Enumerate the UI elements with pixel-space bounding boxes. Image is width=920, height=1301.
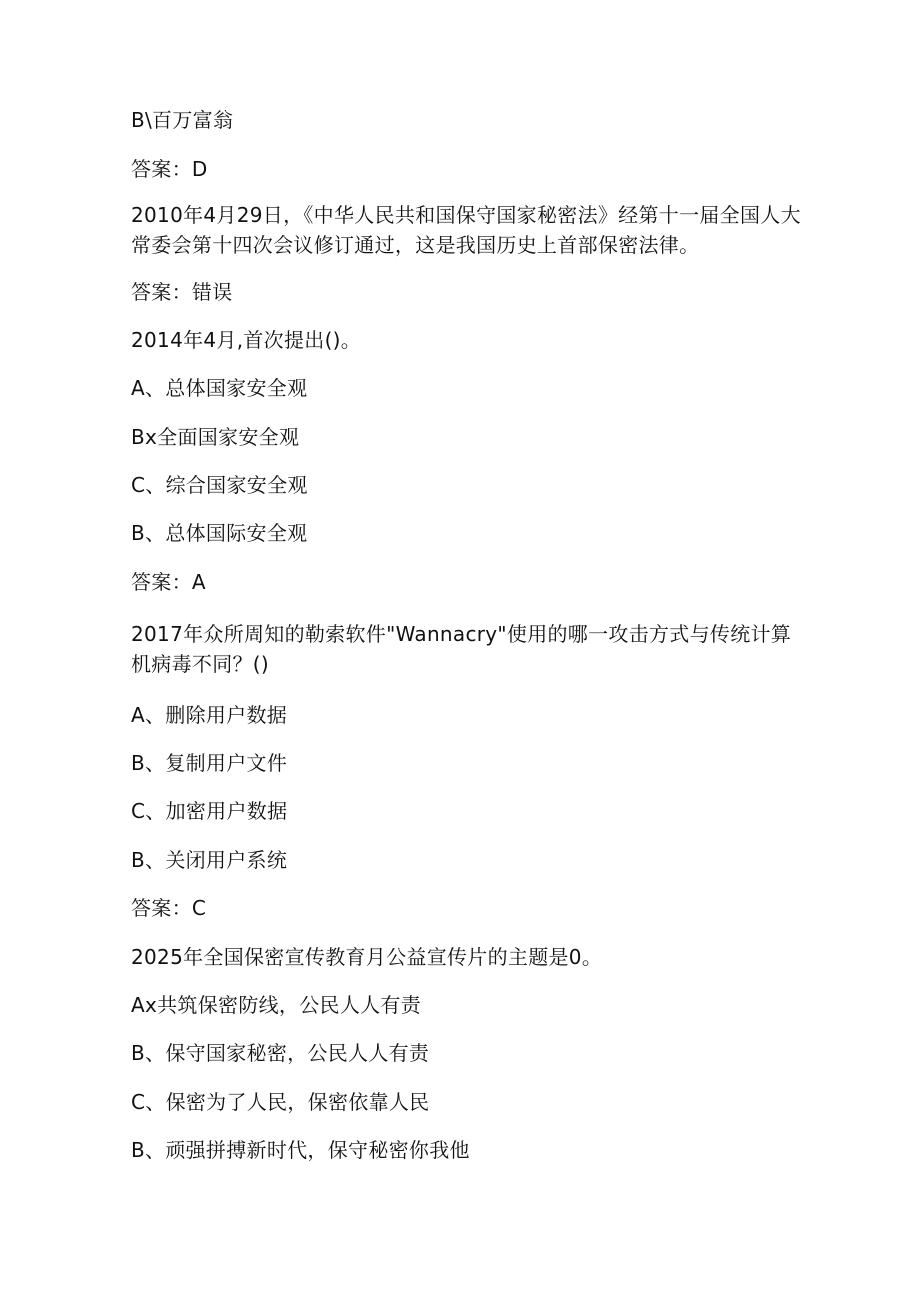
- option-a: A、总体国家安全观: [131, 376, 308, 400]
- answer: 答案：C: [131, 896, 207, 920]
- option-d: B、顽强拼搏新时代，保守秘密你我他: [131, 1138, 470, 1162]
- option-b: Bx全面国家安全观: [131, 425, 300, 449]
- question: 2017年众所周知的勒索软件"Wannacry"使用的哪一攻击方式与传统计算机病毒不同？(): [131, 622, 792, 676]
- answer: 答案：A: [131, 570, 206, 594]
- option-b: B、复制用户文件: [131, 751, 288, 775]
- question: 2010年4月29日，《中华人民共和国保守国家秘密法》经第十一届全国人大常委会第十四次会议修订通过，这是我国历史上首部保密法律。: [131, 203, 801, 257]
- option-c: C、综合国家安全观: [131, 473, 308, 497]
- answer: 答案：错误: [131, 280, 233, 304]
- option-d: B、总体国际安全观: [131, 521, 308, 545]
- option-c: C、保密为了人民，保密依靠人民: [131, 1090, 430, 1114]
- option-a: A、删除用户数据: [131, 703, 288, 727]
- question: 2025年全国保密宣传教育月公益宣传片的主题是0。: [131, 945, 603, 969]
- option-d: B、关闭用户系统: [131, 848, 288, 872]
- option-b: B、保守国家秘密，公民人人有责: [131, 1041, 430, 1065]
- answer: 答案：D: [131, 157, 208, 181]
- option-a: Ax共筑保密防线，公民人人有责: [131, 993, 422, 1017]
- option-b: B\百万富翁: [131, 108, 234, 132]
- option-c: C、加密用户数据: [131, 799, 288, 823]
- question: 2014年4月,首次提出()。: [131, 328, 362, 352]
